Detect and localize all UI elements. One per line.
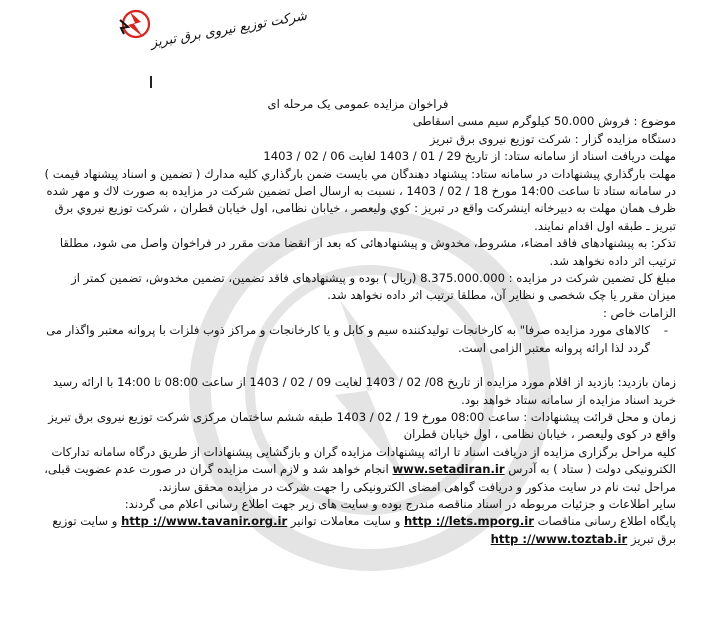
requirements-heading: الزامات خاص : <box>602 305 676 320</box>
guarantee-paragraph: مبلغ کل تضمین شرکت در مزایده : 8.375.000.000 (ریال ) بوده و پیشنهادهای فاقد تضمین، تضمین مخدوش، تضمین کمتر از میزان مقرر یا چک شخصی و نظایر آن، مطلقا ترتیب اثر داده نخواهد شد. <box>71 271 676 303</box>
setad-link[interactable]: www.setadiran.ir <box>392 462 505 477</box>
portal-text-3: و سایت <box>80 514 118 529</box>
setad-text-after: انجام خواهد شد و لازم است مزایده گران در صورت عدم عضویت قبلی، مراحل ثبت نام در سایت مذکور و دریافت گواهی امضای الکترونیکی را جهت شرکت در مزایده محقق سازند. <box>44 462 676 494</box>
setad-paragraph <box>40 444 676 496</box>
note-paragraph: تذکر: به پیشنهادهای فاقد امضاء، مشروط، مخدوش و پیشنهادهائی که بعد از انقضا مدت مقرر در فراخوان واصل می شود، مطلقا ترتیب اثر داده نخواهد شد. <box>59 236 676 268</box>
portal-text-2: و سایت معاملات توانیر <box>290 514 401 529</box>
opening-time-paragraph: زمان و محل قرائت پیشنهادات : ساعت 08:00 مورخ 19 / 02 / 1403 طبقه ششم ساختمان مرکزی شرکت توزیع نیروی برق تبریز واقع در کوی ولیعصر ، خیابان نظامی ، اول خیابان قطران <box>48 409 676 442</box>
subject-line: موضوع : فروش 50.000 کیلوگرم سیم مسی اسقاطی <box>412 114 676 129</box>
more-info-paragraph: سایر اطلاعات و جزئیات مربوطه در اسناد مناقصه مندرج بوده و سایت های زیر جهت اطلاع رسانی اعلام می گردند: <box>124 496 676 511</box>
document-deadline: مهلت دریافت اسناد از سامانه ستاد: از تاریخ 29 / 01 / 1403 لغایت 06 / 02 / 1403 <box>263 149 676 164</box>
toztab-portal-link[interactable]: http ://www.toztab.ir <box>490 531 628 546</box>
upload-deadline: مهلت بارگذاري پيشنهادات در سامانه ستاد: پيشنهاد دهندگان مي بايست ضمن بارگذاري كليه مدارك ( تضمین و اسناد پیشنهاد قیمت ) در سامانه ستاد تا ساعت 14:00 مورخ 18 / 02 / 1403 ، نسبت به ارسال اصل تضمین شرکت در مزایده به صورت لاك و مهر شده ظرف همان مهلت به دبیرخانه اینشرکت واقع در تبریز : کوي وليعصر ، خیابان نظامی، اول خیابان قطران ، شرکت توزیع نیروي برق تبريز ـ طبقه اول اقدام نمایند. <box>44 166 676 233</box>
visit-time-paragraph: زمان بازدید: بازدید از اقلام مورد مزایده از تاریخ 08/ 02 / 1403 لغایت 09 / 02 / 1403 از ساعت 08:00 تا 14:00 با ارائه رسید خرید اسناد مزایده از سامانه ستاد خواهد بود. <box>52 375 676 407</box>
tender-announcement <box>40 96 676 548</box>
tavanir-portal-link[interactable]: http ://www.tavanir.org.ir <box>121 514 288 529</box>
portal-text-1: پایگاه اطلاع رسانی مناقصات <box>537 514 676 529</box>
announcement-title: فراخوان مزایده عمومی یک مرحله ای <box>267 97 449 111</box>
setad-text-before: کلیه مراحل برگزاری مزایده از دریافت اسناد تا ارائه پیشنهادات مزایده گران و بازگشایی پیشنهادات از طریق درگاه سامانه تدارکات الکترونیکی دولت ( ستاد ) به آدرس <box>51 444 676 477</box>
portals-paragraph <box>40 513 676 548</box>
portal-text-4: توزیع برق تبریز <box>52 514 676 546</box>
organizer-line: دستگاه مزایده گزار : شرکت توزیع نیروی برق تبریز <box>429 131 676 146</box>
text-cursor <box>150 76 152 88</box>
lets-portal-link[interactable]: http ://lets.mporg.ir <box>404 514 534 529</box>
requirement-text: کالاهای مورد مزایده صرفا" به کارخانجات تولیدکننده سیم و کابل و یا کارخانجات و مراکز ذوب فلزات با پروانه معتبر واگذار می گردد لذا ارائه پروانه معتبر الزامی است. <box>46 323 650 355</box>
company-logo-text: شرکت توزیع نیروی برق تبریز <box>149 8 309 51</box>
requirement-item <box>40 322 676 357</box>
lightning-emblem-icon <box>120 11 149 37</box>
company-logo <box>20 4 309 82</box>
bullet-dash: - <box>663 323 668 338</box>
